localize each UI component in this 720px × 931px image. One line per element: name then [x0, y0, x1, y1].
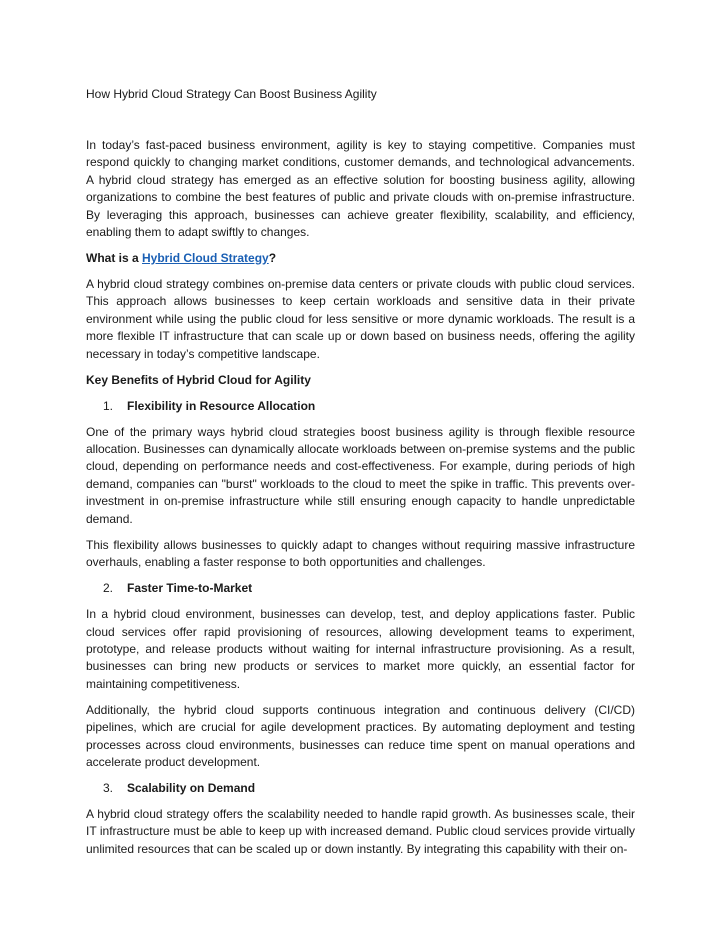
- what-is-prefix: What is a: [86, 251, 143, 266]
- list-number: 3.: [103, 780, 114, 795]
- time-to-market-paragraph-1: In a hybrid cloud environment, businesses can develop, test, and deploy applications faster. Public cloud services offer rapid provisioning of resources, allowing development teams to experiment, prototype, and release products without waiting for internal infrastructure provisioning. As a result, businesses can bring new products or services to market more quickly, an essential factor for maintaining competitiveness.: [86, 607, 635, 691]
- flexibility-paragraph-1: One of the primary ways hybrid cloud strategies boost business agility is through flexible resource allocation. Businesses can dynamically allocate workloads between on-premise systems and the public cloud, depending on performance needs and cost-effectiveness. For example, during periods of high demand, companies can "burst" workloads to the cloud to meet the spike in traffic. This prevents over-investment in on-premise infrastructure while still ensuring enough capacity to handle unpredictable demand.: [86, 424, 635, 526]
- hybrid-cloud-strategy-link[interactable]: Hybrid Cloud Strategy: [142, 251, 269, 266]
- time-to-market-paragraph-2: Additionally, the hybrid cloud supports continuous integration and continuous delivery (CI/CD) pipelines, which are crucial for agile development practices. By automating deployment and testing processes across cloud environments, businesses can reduce time spent on manual operations and accelerate product development.: [86, 702, 635, 769]
- list-number: 1.: [103, 398, 114, 413]
- list-number: 2.: [103, 581, 114, 596]
- list-item-title: Faster Time-to-Market: [127, 581, 253, 596]
- list-item-heading: [86, 580, 635, 597]
- what-is-suffix: ?: [268, 251, 277, 266]
- list-item-title: Scalability on Demand: [127, 780, 256, 795]
- list-item-heading: [86, 780, 635, 797]
- list-item-title: Flexibility in Resource Allocation: [127, 398, 316, 413]
- intro-paragraph: In today’s fast-paced business environment, agility is key to staying competitive. Companies must respond quickly to changing market conditions, customer demands, and technological advancements. A hybrid cloud strategy has emerged as an effective solution for boosting business agility, allowing organizations to combine the best features of public and private clouds with on-premise infrastructure. By leveraging this approach, businesses can achieve greater flexibility, scalability, and efficiency, enabling them to adapt swiftly to changes.: [86, 138, 635, 240]
- scalability-paragraph-1: A hybrid cloud strategy offers the scalability needed to handle rapid growth. As businesses scale, their IT infrastructure must be able to keep up with increased demand. Public cloud services provide virtually unlimited resources that can be scaled up or down instantly. By integrating this capability with their on-: [86, 806, 635, 856]
- what-is-heading: [86, 250, 635, 267]
- list-item-heading: [86, 398, 635, 415]
- what-is-paragraph: A hybrid cloud strategy combines on-premise data centers or private clouds with public cloud services. This approach allows businesses to keep certain workloads and sensitive data in their private environment while using the public cloud for less sensitive or more dynamic workloads. The result is a more flexible IT infrastructure that can scale up or down based on business needs, offering the agility necessary in today’s competitive landscape.: [86, 277, 635, 361]
- flexibility-paragraph-2: This flexibility allows businesses to quickly adapt to changes without requiring massive infrastructure overhauls, enabling a faster response to both opportunities and challenges.: [86, 537, 635, 570]
- benefits-heading: Key Benefits of Hybrid Cloud for Agility: [86, 372, 311, 387]
- document-body: [86, 137, 635, 867]
- document-title: How Hybrid Cloud Strategy Can Boost Business Agility: [86, 87, 377, 101]
